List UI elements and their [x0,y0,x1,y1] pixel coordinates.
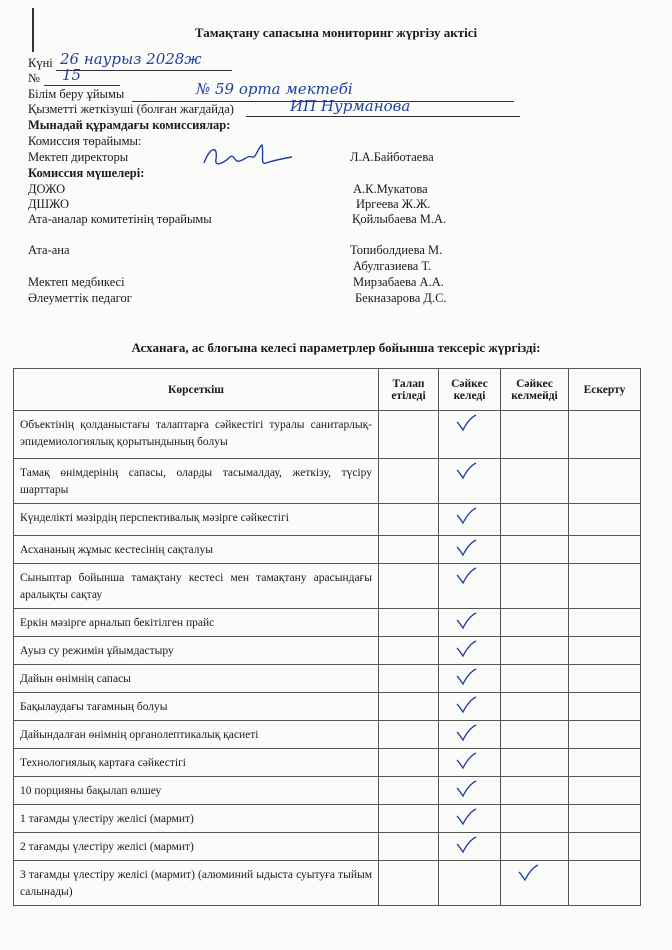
required-cell [379,459,439,504]
complies-cell [439,693,501,721]
indicator-cell: Объектінің қолданыстағы талаптарға сәйкестігі туралы санитарлық-эпидемиологиялық қорытындының болуы [14,411,379,459]
indicator-cell: Күнделікті мәзірдің перспективалық мәзірге сәйкестігі [14,504,379,536]
table-row [14,665,641,693]
supplier-value: ИП Нурманова [290,97,411,115]
not-complies-cell [501,564,569,609]
note-cell [569,693,641,721]
not-complies-cell [501,693,569,721]
indicator-cell: Тамақ өнімдерінің сапасы, оларды тасымалдау, жеткізу, түсіру шарттары [14,459,379,504]
complies-cell [439,637,501,665]
date-underline [56,70,232,71]
org-value: № 59 орта мектебі [196,80,353,98]
table-row [14,637,641,665]
checkmark-icon [455,611,477,631]
member-name: Бекназарова Д.С. [355,291,447,305]
required-cell [379,777,439,805]
required-cell [379,721,439,749]
required-cell [379,833,439,861]
checkmark-icon [455,566,477,586]
table-row [14,536,641,564]
note-cell [569,609,641,637]
org-label: Білім беру ұйымы [28,87,125,101]
member-role: Ата-ана [28,243,70,257]
checkmark-icon [455,835,477,855]
note-cell [569,536,641,564]
complies-cell [439,536,501,564]
complies-cell [439,777,501,805]
checkmark-icon [455,751,477,771]
note-cell [569,805,641,833]
required-cell [379,564,439,609]
indicator-cell: Дайын өнімнің сапасы [14,665,379,693]
checkmark-icon [455,667,477,687]
date-value: 26 наурыз 2028ж [60,50,202,68]
checkmark-icon [455,639,477,659]
checkmark-icon [455,461,477,481]
note-cell [569,411,641,459]
member-role: Мектеп медбикесі [28,275,125,289]
header-required: Талап етіледі [379,369,439,411]
not-complies-cell [501,536,569,564]
table-body [14,411,641,906]
required-cell [379,637,439,665]
note-cell [569,833,641,861]
complies-cell [439,805,501,833]
indicator-cell: Сыныптар бойынша тамақтану кестесі мен тамақтану арасындағы аралықты сақтау [14,564,379,609]
supplier-label: Қызметті жеткізуші (болған жағдайда) [28,102,234,116]
header-complies: Сәйкес келеді [439,369,501,411]
table-row [14,861,641,906]
note-cell [569,459,641,504]
member-name: Қойлыбаева М.А. [352,212,447,226]
not-complies-cell [501,411,569,459]
complies-cell [439,564,501,609]
table-header-row [14,369,641,411]
header-indicator: Көрсеткіш [14,369,379,411]
table-row [14,411,641,459]
note-cell [569,564,641,609]
member-name: А.К.Мукатова [353,182,428,196]
required-cell [379,411,439,459]
required-cell [379,693,439,721]
checkmark-icon [517,863,539,883]
indicator-cell: 10 порцияны бақылап өлшеу [14,777,379,805]
inspection-table [13,368,641,906]
checkmark-icon [455,723,477,743]
note-cell [569,637,641,665]
not-complies-cell [501,665,569,693]
director-signature [200,139,300,175]
required-cell [379,504,439,536]
complies-cell [439,459,501,504]
table-row [14,721,641,749]
not-complies-cell [501,609,569,637]
required-cell [379,805,439,833]
indicator-cell: 3 тағамды үлестіру желісі (мармит) (алюминий ыдыста суытуға тыйым салынады) [14,861,379,906]
required-cell [379,536,439,564]
complies-cell [439,411,501,459]
inspection-subtitle: Асханаға, ас блогына келесі параметрлер бойынша тексеріс жүргізді: [131,340,541,355]
required-cell [379,609,439,637]
not-complies-cell [501,459,569,504]
number-value: 15 [62,66,82,84]
not-complies-cell [501,721,569,749]
indicator-cell: 2 тағамды үлестіру желісі (мармит) [14,833,379,861]
checkmark-icon [455,779,477,799]
document-title: Тамақтану сапасына мониторинг жүргізу актісі [194,25,478,40]
director-role: Мектеп директоры [28,150,129,164]
header-not-complies: Сәйкес келмейді [501,369,569,411]
table-row [14,805,641,833]
not-complies-cell [501,637,569,665]
table-row [14,777,641,805]
member-name: Абулгазиева Т. [353,259,431,273]
number-label: № [28,71,40,85]
note-cell [569,721,641,749]
member-role: Әлеуметтік педагог [28,291,132,305]
indicator-cell: Бақылаудағы тағамның болуы [14,693,379,721]
checkmark-icon [455,506,477,526]
complies-cell [439,504,501,536]
not-complies-cell [501,777,569,805]
complies-cell [439,833,501,861]
indicator-cell: Асхананың жұмыс кестесінің сақталуы [14,536,379,564]
indicator-cell: Еркін мәзірге арналып бекітілген прайс [14,609,379,637]
note-cell [569,777,641,805]
required-cell [379,861,439,906]
table-row [14,459,641,504]
table-row [14,693,641,721]
date-label: Күні [28,56,53,70]
commission-heading: Мынадай құрамдағы комиссиялар: [28,118,231,132]
note-cell [569,504,641,536]
member-name: Топиболдиева М. [350,243,443,257]
not-complies-cell [501,504,569,536]
checkmark-icon [455,413,477,433]
checkmark-icon [455,538,477,558]
note-cell [569,861,641,906]
checkmark-icon [455,807,477,827]
table-row [14,749,641,777]
not-complies-cell [501,861,569,906]
note-cell [569,749,641,777]
member-role: Ата-аналар комитетінің төрайымы [28,212,212,226]
complies-cell [439,609,501,637]
members-heading: Комиссия мүшелері: [28,166,145,180]
member-name: Иргеева Ж.Ж. [356,197,431,211]
indicator-cell: Ауыз су режимін ұйымдастыру [14,637,379,665]
not-complies-cell [501,805,569,833]
member-role: ДОЖО [28,182,66,196]
director-name: Л.А.Байботаева [350,150,434,164]
table-row [14,833,641,861]
indicator-cell: Дайындалған өнімнің органолептикалық қасиеті [14,721,379,749]
not-complies-cell [501,749,569,777]
number-underline [44,85,120,86]
chair-label: Комиссия төрайымы: [28,134,142,148]
table-row [14,504,641,536]
checkmark-icon [455,695,477,715]
indicator-cell: Технологиялық картаға сәйкестігі [14,749,379,777]
complies-cell [439,861,501,906]
indicator-cell: 1 тағамды үлестіру желісі (мармит) [14,805,379,833]
table-row [14,609,641,637]
table-row [14,564,641,609]
not-complies-cell [501,833,569,861]
complies-cell [439,721,501,749]
complies-cell [439,665,501,693]
required-cell [379,749,439,777]
note-cell [569,665,641,693]
member-role: ДШЖО [28,197,70,211]
member-name: Мирзабаева А.А. [353,275,444,289]
required-cell [379,665,439,693]
supplier-underline [246,116,520,117]
complies-cell [439,749,501,777]
header-note: Ескерту [569,369,641,411]
